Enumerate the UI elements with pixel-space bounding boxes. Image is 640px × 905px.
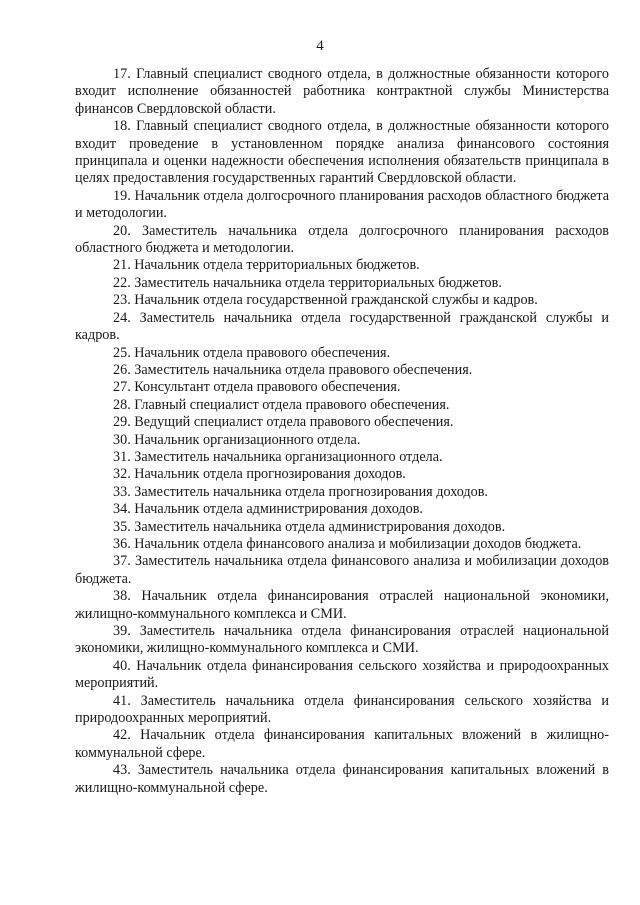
list-item: 17. Главный специалист сводного отдела, в должностные обязанности которого входит исполнение обязанностей работника контрактной службы Министерства финансов Свердловской области. [75, 66, 609, 117]
list-item: 30. Начальник организационного отдела. [113, 431, 361, 448]
list-item: 31. Заместитель начальника организационного отдела. [113, 448, 443, 465]
list-item: 41. Заместитель начальника отдела финансирования сельского хозяйства и природоохранных мероприятий. [75, 692, 609, 727]
list-item: 27. Консультант отдела правового обеспечения. [113, 379, 401, 396]
list-item: 18. Главный специалист сводного отдела, в должностные обязанности которого входит проведение в установленном порядке анализа финансового состояния принципала и оценки надежности обеспечения исполнения обязательств принципала в целях предоставления государственных гарантий Свердловской области. [75, 118, 609, 187]
document-body [75, 66, 609, 797]
page-number: 4 [316, 38, 324, 54]
list-item: 32. Начальник отдела прогнозирования доходов. [113, 466, 406, 483]
list-item: 42. Начальник отдела финансирования капитальных вложений в жилищно-коммунальной сфере. [75, 727, 609, 761]
list-item: 24. Заместитель начальника отдела государственной гражданской службы и кадров. [75, 309, 609, 344]
list-item: 38. Начальник отдела финансирования отраслей национальной экономики, жилищно-коммунального комплекса и СМИ. [75, 588, 609, 622]
list-item: 35. Заместитель начальника отдела администрирования доходов. [113, 518, 506, 535]
list-item: 28. Главный специалист отдела правового обеспечения. [113, 396, 450, 413]
list-item: 19. Начальник отдела долгосрочного планирования расходов областного бюджета и методологии. [75, 187, 609, 222]
list-item: 26. Заместитель начальника отдела правового обеспечения. [113, 361, 473, 378]
list-item: 37. Заместитель начальника отдела финансового анализа и мобилизации доходов бюджета. [75, 553, 609, 587]
list-item: 22. Заместитель начальника отдела территориальных бюджетов. [113, 274, 502, 291]
list-item: 25. Начальник отдела правового обеспечения. [113, 344, 391, 361]
list-item: 23. Начальник отдела государственной гражданской службы и кадров. [113, 292, 538, 309]
list-item: 21. Начальник отдела территориальных бюджетов. [113, 257, 420, 274]
list-item: 20. Заместитель начальника отдела долгосрочного планирования расходов областного бюджета и методологии. [75, 222, 609, 257]
list-item: 36. Начальник отдела финансового анализа и мобилизации доходов бюджета. [113, 535, 582, 552]
list-item: 39. Заместитель начальника отдела финансирования отраслей национальной экономики, жилищно-коммунального комплекса и СМИ. [75, 623, 609, 657]
list-item: 29. Ведущий специалист отдела правового обеспечения. [113, 414, 454, 431]
list-item: 34. Начальник отдела администрирования доходов. [113, 501, 423, 518]
list-item: 40. Начальник отдела финансирования сельского хозяйства и природоохранных мероприятий. [75, 657, 609, 692]
list-item: 43. Заместитель начальника отдела финансирования капитальных вложений в жилищно-коммунальной сфере. [75, 762, 609, 796]
list-item: 33. Заместитель начальника отдела прогнозирования доходов. [113, 483, 488, 500]
